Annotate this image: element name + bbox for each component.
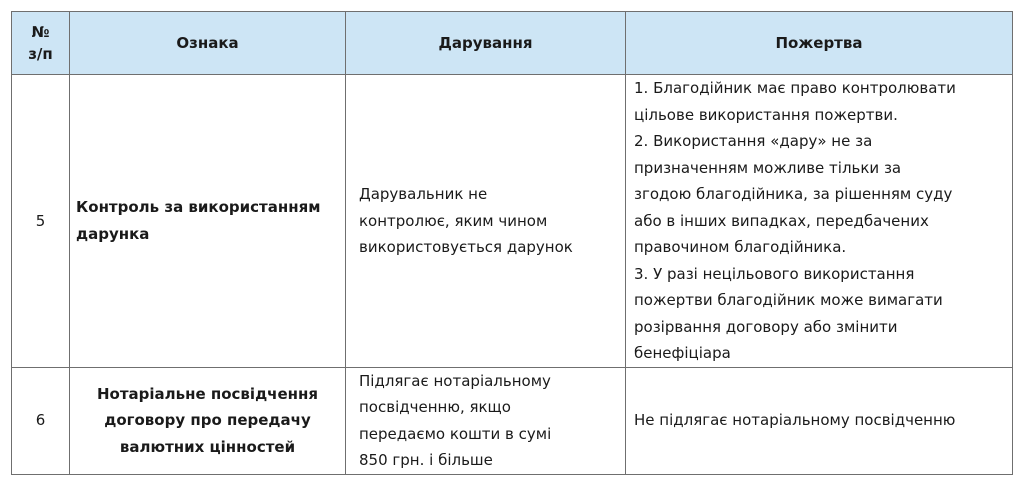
row-gift-line: 3. У разі нецільового використання bbox=[634, 264, 915, 283]
row-gift-line: 1. Благодійник має право контролювати bbox=[634, 79, 956, 97]
table-header bbox=[12, 12, 1013, 75]
row-gift-line: або в інших випадках, передбачених bbox=[634, 211, 929, 230]
row-feature-line: Контроль за використанням bbox=[76, 198, 321, 217]
row-donation-line: передаємо кошти в сумі bbox=[359, 424, 552, 443]
header-donation: Дарування bbox=[346, 12, 626, 75]
row-gift-line: цільове використання пожертви. bbox=[634, 105, 898, 124]
header-number bbox=[12, 12, 70, 75]
table-row bbox=[12, 75, 1013, 368]
row-number: 5 bbox=[12, 75, 70, 368]
row-feature-line: Нотаріальне посвідчення bbox=[96, 384, 319, 403]
row-number: 6 bbox=[12, 367, 70, 474]
row-donation-line: Підлягає нотаріальному bbox=[359, 371, 551, 390]
row-gift-line: згодою благодійника, за рішенням суду bbox=[634, 185, 953, 203]
row-gift-line: правочином благодійника. bbox=[634, 238, 847, 256]
table-body bbox=[12, 75, 1013, 475]
row-donation-line: Дарувальник не bbox=[359, 185, 488, 203]
row-donation bbox=[346, 367, 626, 474]
header-number-symbol: № bbox=[31, 23, 50, 41]
row-gift-line: 2. Використання «дару» не за bbox=[634, 132, 873, 150]
table-row bbox=[12, 367, 1013, 474]
row-donation-line: контролює, яким чином bbox=[359, 211, 548, 230]
row-feature-line: договору про передачу bbox=[104, 411, 311, 430]
row-gift-line: пожертви благодійник може вимагати bbox=[634, 291, 943, 309]
comparison-table-wrapper bbox=[11, 11, 1013, 475]
header-number-abbrev: з/п bbox=[28, 45, 53, 63]
row-donation-line: використовується дарунок bbox=[359, 238, 573, 256]
row-feature bbox=[70, 367, 346, 474]
row-gift bbox=[626, 367, 1013, 474]
row-feature bbox=[70, 75, 346, 368]
row-feature-line: валютних цінностей bbox=[119, 437, 296, 456]
row-gift-line: Не підлягає нотаріальному посвідченню bbox=[634, 411, 956, 430]
row-gift-line: призначенням можливе тільки за bbox=[634, 158, 902, 177]
row-gift-line: розірвання договору або змінити bbox=[634, 317, 898, 336]
header-feature: Ознака bbox=[70, 12, 346, 75]
row-gift-line: бенефіціара bbox=[634, 344, 731, 362]
row-gift bbox=[626, 75, 1013, 368]
row-donation-line: 850 грн. і більше bbox=[359, 451, 493, 469]
header-gift: Пожертва bbox=[626, 12, 1013, 75]
comparison-table bbox=[11, 11, 1013, 475]
row-donation-line: посвідченню, якщо bbox=[359, 398, 511, 416]
header-row bbox=[12, 12, 1013, 75]
row-feature-line: дарунка bbox=[76, 224, 150, 243]
row-donation bbox=[346, 75, 626, 368]
